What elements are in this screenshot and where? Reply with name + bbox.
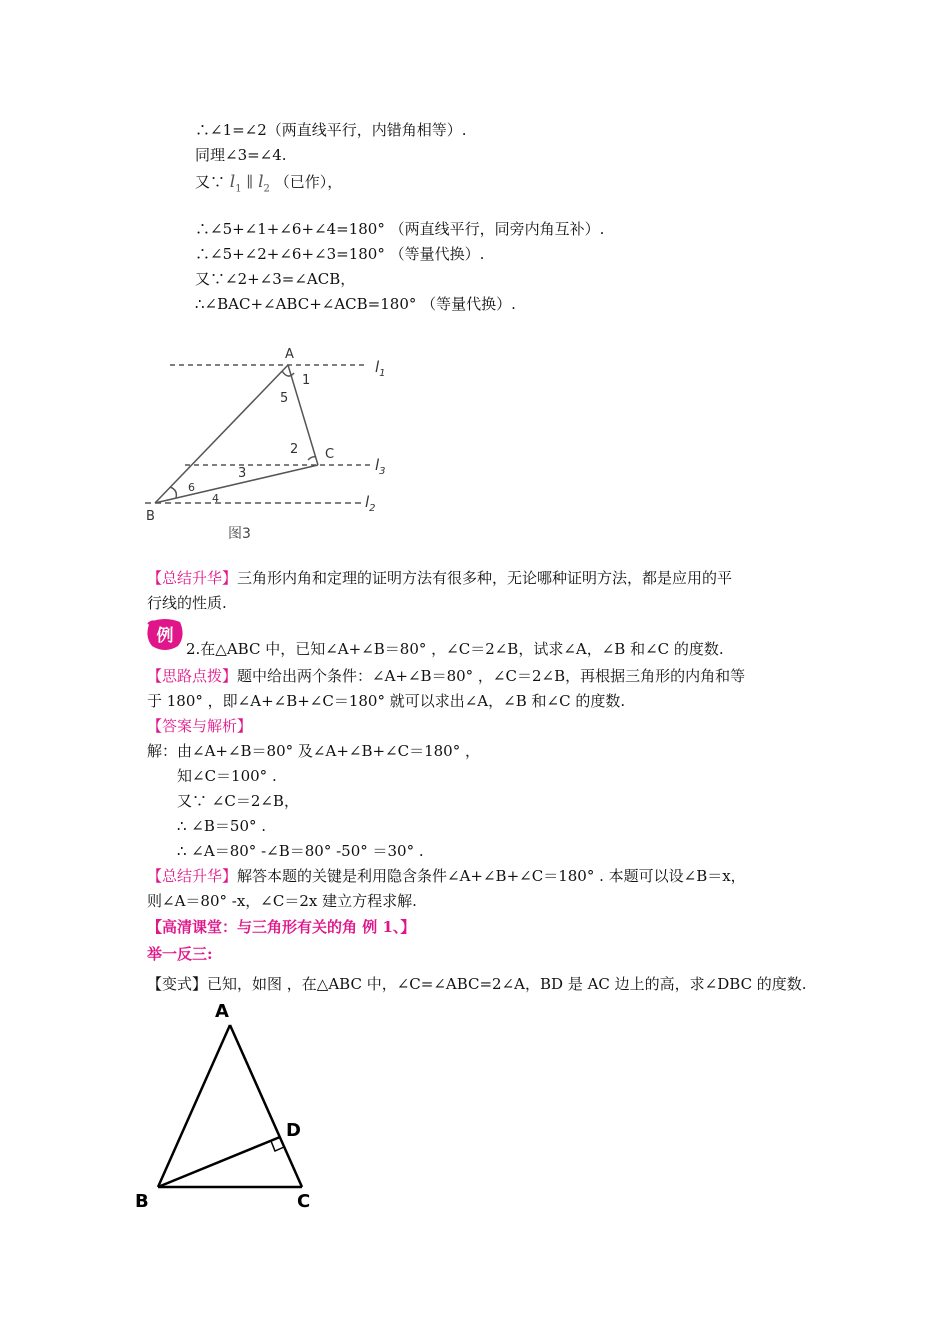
proof-line-6: 又∵∠2+∠3=∠ACB， (195, 270, 356, 288)
side-ab (155, 365, 288, 503)
fig-label-a: A (215, 1001, 229, 1022)
fig3-l1-letter: l (375, 358, 380, 376)
practice-title: 举一反三: (147, 945, 213, 963)
fig3-angle-2: 2 (290, 442, 299, 457)
variant-tag: 【变式】 (147, 975, 208, 993)
proof-line-3 (195, 172, 342, 199)
proof-line-5: ∴∠5+∠2+∠6+∠3=180° （等量代换）. (195, 245, 485, 263)
summary-1-line-1 (147, 568, 732, 588)
line-l1-letter: l (229, 172, 236, 192)
summary-1-tag: 【总结升华】 (147, 569, 238, 587)
fig-label-c: C (297, 1191, 311, 1212)
fig3-l1-sub: 1 (379, 368, 386, 379)
summary-2-tag: 【总结升华】 (147, 867, 238, 885)
hint-line-2: 于 180° ，即∠A+∠B+∠C＝180° 就可以求出∠A，∠B 和∠C 的度数. (147, 692, 626, 710)
example-badge-icon (146, 618, 184, 652)
parallel-symbol: ∥ (246, 173, 254, 191)
answer-tag: 【答案与解析】 (147, 717, 253, 735)
example-2-question: 2.在△ABC 中，已知∠A+∠B＝80° ，∠C＝2∠B，试求∠A，∠B 和∠C 的度数. (186, 640, 724, 658)
variant-line (147, 974, 807, 994)
fig3-label-l1 (375, 358, 386, 379)
angle-arc-b (170, 487, 176, 498)
proof-line-1: ∴∠1=∠2（两直线平行，内错角相等）. (195, 121, 467, 139)
line-l2-symbol (258, 172, 270, 195)
figure-3 (140, 340, 400, 550)
proof-line-4: ∴∠5+∠1+∠6+∠4=180° （两直线平行，同旁内角互补）. (195, 220, 605, 238)
answer-step-5: ∴ ∠A＝80° -∠B＝80° -50° ＝30° . (177, 842, 424, 860)
fig-label-b: B (135, 1191, 149, 1212)
fig3-label-l2 (365, 493, 376, 514)
fig-label-d: D (286, 1120, 301, 1141)
fig3-label-c: C (325, 447, 335, 462)
line-l2-letter: l (258, 172, 264, 192)
summary-2-line-2: 则∠A＝80° -x，∠C＝2x 建立方程求解. (147, 892, 417, 910)
proof-line-2: 同理∠3=∠4. (195, 146, 287, 164)
side-ac (230, 1025, 302, 1187)
fig3-label-a: A (285, 347, 294, 362)
summary-1-line-2: 行线的性质. (147, 594, 227, 612)
proof-line-7: ∴∠BAC+∠ABC+∠ACB=180° （等量代换）. (195, 295, 516, 313)
fig3-angle-3: 3 (238, 466, 247, 481)
line-l1-subscript: 1 (235, 183, 242, 195)
fig3-angle-4: 4 (212, 492, 219, 505)
fig3-angle-1: 1 (302, 373, 311, 388)
fig3-l3-letter: l (375, 456, 380, 474)
fig3-angle-6: 6 (188, 481, 195, 494)
fig3-l3-sub: 3 (379, 466, 386, 477)
fig3-l2-sub: 2 (369, 503, 376, 514)
fig3-l2-letter: l (365, 493, 370, 511)
side-bc (155, 465, 318, 503)
line-l2-subscript: 2 (263, 183, 270, 195)
hint-line-1 (147, 666, 745, 686)
line-l1-symbol (229, 172, 242, 195)
answer-step-3: 又∵ ∠C＝2∠B， (177, 792, 299, 810)
summary-1-text-1: 三角形内角和定理的证明方法有很多种，无论哪种证明方法，都是应用的平 (237, 569, 733, 587)
fig3-label-l3 (375, 456, 386, 477)
hd-class-title: 【高清课堂：与三角形有关的角 例 1、】 (147, 918, 416, 936)
hint-text-1: 题中给出两个条件：∠A+∠B＝80° ，∠C＝2∠B，再根据三角形的内角和等 (237, 667, 746, 685)
answer-step-2: 知∠C＝100° . (177, 767, 277, 785)
fig3-label-b: B (146, 509, 155, 524)
summary-2-line-1 (147, 866, 746, 886)
variant-text: 已知，如图 ，在△ABC 中，∠C=∠ABC=2∠A，BD 是 AC 边上的高，求∠DBC 的度数. (207, 975, 807, 993)
fig3-caption: 图3 (228, 526, 251, 542)
example-badge-label: 例 (156, 626, 174, 646)
proof-line-3-prefix: 又∵ (195, 173, 226, 191)
summary-2-text-1: 解答本题的关键是利用隐含条件∠A+∠B+∠C＝180° . 本题可以设∠B＝x， (237, 867, 746, 885)
figure-triangle-abc (125, 995, 335, 1220)
fig3-angle-5: 5 (280, 391, 289, 406)
answer-step-4: ∴ ∠B＝50° . (177, 817, 267, 835)
proof-line-3-suffix: （已作）， (274, 173, 343, 191)
angle-arc-c (308, 457, 316, 460)
angle-arc-a (282, 371, 294, 376)
answer-step-1: 解：由∠A+∠B＝80° 及∠A+∠B+∠C＝180° ， (147, 742, 480, 760)
hint-tag: 【思路点拨】 (147, 667, 238, 685)
